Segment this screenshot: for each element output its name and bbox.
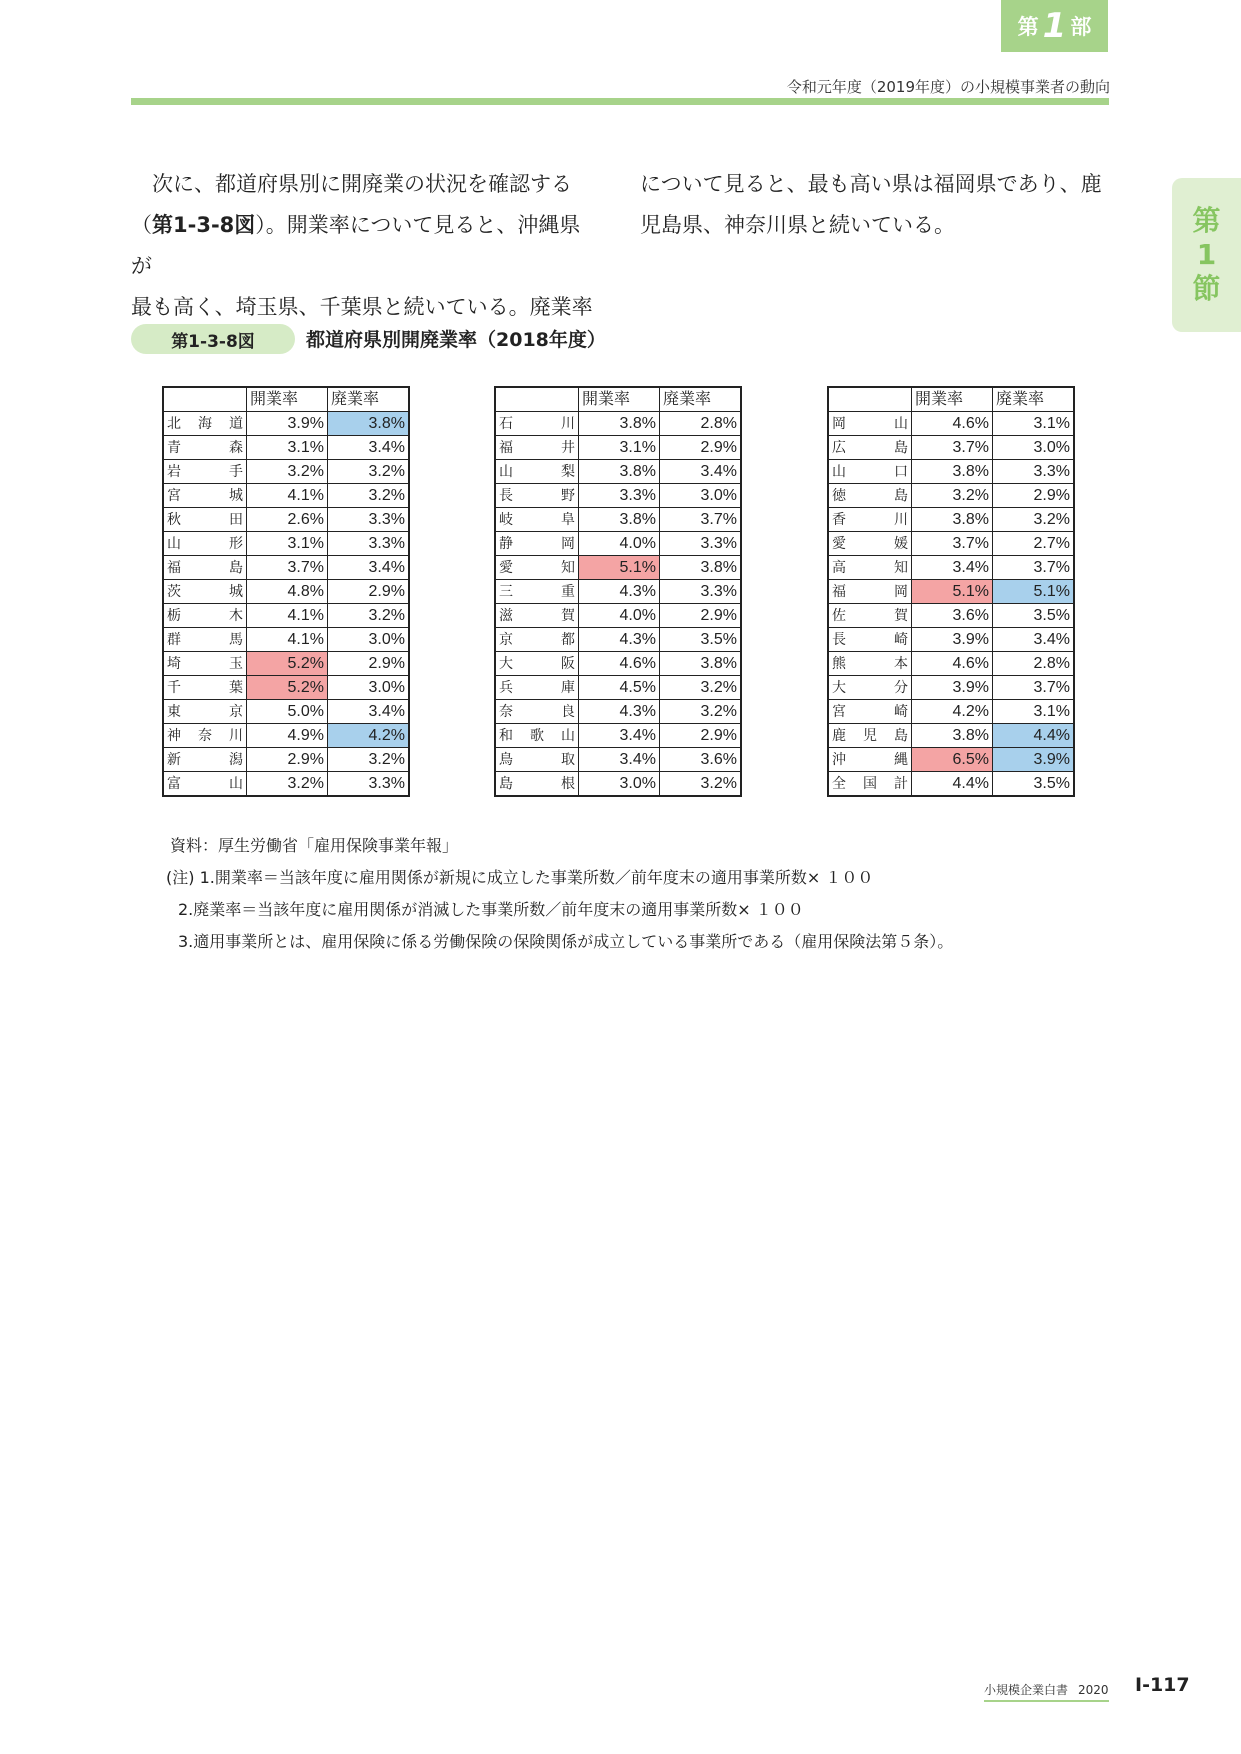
close-rate-cell: 3.2% [328,460,410,484]
open-rate-cell: 3.8% [912,460,993,484]
table-header-row [828,387,1074,412]
open-rate-cell: 4.0% [579,532,660,556]
open-rate-cell: 4.2% [912,700,993,724]
close-rate-cell: 3.4% [328,436,410,460]
table-row [495,508,741,532]
close-rate-cell: 3.1% [993,700,1075,724]
header-open-rate: 開業率 [912,387,993,412]
table-row [828,628,1074,652]
prefecture-name: 千 葉 [163,676,247,700]
table-row [495,484,741,508]
prefecture-name: 鳥 取 [495,748,579,772]
header-open-rate: 開業率 [579,387,660,412]
header-close-rate: 廃業率 [993,387,1075,412]
note-3: 3.適用事業所とは、雇用保険に係る労働保険の保険関係が成立している事業所である（雇用保険法第５条）。 [178,932,954,951]
prefecture-name: 山 形 [163,532,247,556]
table-header-row [495,387,741,412]
table-row [495,724,741,748]
close-rate-cell: 3.7% [660,508,742,532]
open-rate-cell: 4.0% [579,604,660,628]
prefecture-name: 兵 庫 [495,676,579,700]
close-rate-cell: 3.5% [993,604,1075,628]
table-row [828,724,1074,748]
page-number: Ⅰ-117 [1135,1674,1190,1696]
prefecture-name: 埼 玉 [163,652,247,676]
open-rate-cell: 3.3% [579,484,660,508]
open-rate-cell: 3.0% [579,772,660,797]
close-rate-cell: 3.7% [993,556,1075,580]
close-rate-cell: 3.3% [328,508,410,532]
close-rate-cell: 3.3% [660,580,742,604]
table-row [495,676,741,700]
open-rate-cell: 6.5% [912,748,993,772]
prefecture-name: 奈 良 [495,700,579,724]
table-row [163,460,409,484]
body-line: （第1-3-8図）。開業率について見ると、沖縄県が [131,213,581,278]
table-row [828,460,1074,484]
prefecture-name: 岩 手 [163,460,247,484]
open-rate-cell: 4.6% [912,412,993,436]
open-rate-cell: 5.0% [247,700,328,724]
open-rate-cell: 3.4% [579,724,660,748]
prefecture-name: 神 奈 川 [163,724,247,748]
prefecture-name: 和 歌 山 [495,724,579,748]
table-row [828,772,1074,797]
close-rate-cell: 3.0% [993,436,1075,460]
open-rate-cell: 4.1% [247,628,328,652]
note-1: (注) 1.開業率＝当該年度に雇用関係が新規に成立した事業所数／前年度末の適用事業所数× １００ [166,868,874,887]
prefecture-name: 佐 賀 [828,604,912,628]
close-rate-cell: 2.8% [993,652,1075,676]
part-number: 1 [1042,6,1067,46]
prefecture-name: 宮 城 [163,484,247,508]
close-rate-cell: 3.9% [993,748,1075,772]
prefecture-name: 栃 木 [163,604,247,628]
close-rate-cell: 2.9% [660,724,742,748]
footer-year: 2020 [1078,1683,1109,1697]
body-line: 最も高く、埼玉県、千葉県と続いている。廃業率 [131,295,593,319]
table-row [828,412,1074,436]
table-row [495,580,741,604]
open-rate-cell: 3.1% [247,436,328,460]
table-row [163,628,409,652]
figure-label: 第1-3-8図 [131,324,295,354]
table-row [828,604,1074,628]
section-tab-char: 第 [1192,204,1221,237]
open-rate-cell: 4.6% [912,652,993,676]
open-rate-cell: 3.7% [247,556,328,580]
header-blank [495,387,579,412]
table-row [828,580,1074,604]
prefecture-name: 三 重 [495,580,579,604]
close-rate-cell: 3.4% [993,628,1075,652]
close-rate-cell: 3.0% [328,676,410,700]
header-close-rate: 廃業率 [660,387,742,412]
open-rate-cell: 4.8% [247,580,328,604]
body-column-2 [640,164,1110,246]
open-rate-cell: 4.3% [579,628,660,652]
footer-book: 小規模企業白書 [984,1683,1069,1697]
prefecture-name: 茨 城 [163,580,247,604]
close-rate-cell: 3.0% [328,628,410,652]
open-rate-cell: 5.1% [579,556,660,580]
body-column-1 [131,164,601,328]
open-rate-cell: 3.4% [912,556,993,580]
part-dai: 第 [1017,15,1039,39]
table-row [163,724,409,748]
open-rate-cell: 3.4% [579,748,660,772]
note-2: 2.廃業率＝当該年度に雇用関係が消滅した事業所数／前年度末の適用事業所数× １００ [178,900,804,919]
close-rate-cell: 3.4% [328,700,410,724]
table-row [828,436,1074,460]
prefecture-name: 広 島 [828,436,912,460]
open-rate-cell: 4.3% [579,700,660,724]
prefecture-name: 福 井 [495,436,579,460]
prefecture-name: 東 京 [163,700,247,724]
table-row [495,700,741,724]
open-rate-cell: 4.1% [247,484,328,508]
close-rate-cell: 4.2% [328,724,410,748]
prefecture-name: 沖 縄 [828,748,912,772]
prefecture-name: 岐 阜 [495,508,579,532]
prefecture-name: 長 野 [495,484,579,508]
close-rate-cell: 2.7% [993,532,1075,556]
body-line: について見ると、最も高い県は福岡県であり、鹿 [640,172,1102,196]
open-rate-cell: 3.9% [247,412,328,436]
prefecture-name: 大 阪 [495,652,579,676]
table-row [495,772,741,797]
table-row [163,772,409,797]
prefecture-name: 熊 本 [828,652,912,676]
prefecture-name: 福 岡 [828,580,912,604]
table-row [828,700,1074,724]
section-tab-char: 節 [1192,272,1221,305]
rate-table-3 [827,386,1075,797]
close-rate-cell: 3.2% [328,604,410,628]
table-row [828,484,1074,508]
table-row [495,628,741,652]
close-rate-cell: 3.2% [660,700,742,724]
table-row [163,700,409,724]
section-tab-char: 1 [1196,238,1217,271]
open-rate-cell: 3.1% [247,532,328,556]
table-row [828,532,1074,556]
open-rate-cell: 4.5% [579,676,660,700]
open-rate-cell: 4.6% [579,652,660,676]
table-row [163,652,409,676]
header-close-rate: 廃業率 [328,387,410,412]
prefecture-name: 石 川 [495,412,579,436]
table-row [163,508,409,532]
close-rate-cell: 3.3% [993,460,1075,484]
prefecture-name: 青 森 [163,436,247,460]
open-rate-cell: 2.9% [247,748,328,772]
header-blank [163,387,247,412]
table-row [163,748,409,772]
close-rate-cell: 2.9% [993,484,1075,508]
close-rate-cell: 3.2% [660,676,742,700]
table-row [495,532,741,556]
open-rate-cell: 3.7% [912,532,993,556]
prefecture-name: 富 山 [163,772,247,797]
open-rate-cell: 5.2% [247,676,328,700]
prefecture-name: 新 潟 [163,748,247,772]
open-rate-cell: 3.6% [912,604,993,628]
body-line: 次に、都道府県別に開廃業の状況を確認する [152,172,572,196]
close-rate-cell: 3.2% [328,748,410,772]
open-rate-cell: 4.9% [247,724,328,748]
open-rate-cell: 3.8% [912,508,993,532]
table-row [495,460,741,484]
open-rate-cell: 3.8% [579,412,660,436]
table-row [495,748,741,772]
note-source: 資料：厚生労働省「雇用保険事業年報」 [170,836,459,855]
prefecture-name: 北 海 道 [163,412,247,436]
table-row [828,652,1074,676]
table-row [163,484,409,508]
prefecture-name: 福 島 [163,556,247,580]
body-line: 児島県、神奈川県と続いている。 [640,213,955,237]
table-row [163,580,409,604]
close-rate-cell: 2.9% [660,604,742,628]
open-rate-cell: 3.2% [912,484,993,508]
header-rule [131,98,1109,105]
prefecture-name: 長 崎 [828,628,912,652]
prefecture-name: 山 口 [828,460,912,484]
close-rate-cell: 3.0% [660,484,742,508]
open-rate-cell: 3.9% [912,628,993,652]
open-rate-cell: 3.8% [579,508,660,532]
prefecture-name: 鹿 児 島 [828,724,912,748]
header-open-rate: 開業率 [247,387,328,412]
prefecture-name: 大 分 [828,676,912,700]
rate-table-2 [494,386,742,797]
table-row [495,652,741,676]
close-rate-cell: 3.8% [660,652,742,676]
prefecture-name: 宮 崎 [828,700,912,724]
prefecture-name: 岡 山 [828,412,912,436]
open-rate-cell: 2.6% [247,508,328,532]
table-row [495,436,741,460]
prefecture-name: 京 都 [495,628,579,652]
close-rate-cell: 3.7% [993,676,1075,700]
figure-title: 都道府県別開廃業率（2018年度） [306,329,606,351]
prefecture-name: 群 馬 [163,628,247,652]
close-rate-cell: 3.2% [660,772,742,797]
part-tab [1001,0,1108,52]
footer-book-title [984,1681,1109,1702]
prefecture-name: 香 川 [828,508,912,532]
prefecture-name: 島 根 [495,772,579,797]
open-rate-cell: 3.2% [247,772,328,797]
table-row [163,556,409,580]
table-row [163,436,409,460]
open-rate-cell: 3.9% [912,676,993,700]
open-rate-cell: 4.3% [579,580,660,604]
close-rate-cell: 3.8% [660,556,742,580]
open-rate-cell: 4.1% [247,604,328,628]
rate-table-1 [162,386,410,797]
prefecture-name: 静 岡 [495,532,579,556]
close-rate-cell: 3.1% [993,412,1075,436]
header-subtitle: 令和元年度（2019年度）の小規模事業者の動向 [786,78,1110,96]
table-row [828,556,1074,580]
prefecture-name: 高 知 [828,556,912,580]
close-rate-cell: 2.9% [328,580,410,604]
table-row [828,676,1074,700]
prefecture-name: 愛 媛 [828,532,912,556]
close-rate-cell: 3.6% [660,748,742,772]
open-rate-cell: 3.8% [579,460,660,484]
close-rate-cell: 2.9% [328,652,410,676]
prefecture-name: 愛 知 [495,556,579,580]
part-bu: 部 [1070,15,1092,39]
close-rate-cell: 3.2% [328,484,410,508]
open-rate-cell: 3.1% [579,436,660,460]
table-row [495,412,741,436]
prefecture-name: 滋 賀 [495,604,579,628]
table-row [163,676,409,700]
close-rate-cell: 3.4% [660,460,742,484]
table-header-row [163,387,409,412]
open-rate-cell: 5.1% [912,580,993,604]
notes [166,830,954,958]
close-rate-cell: 4.4% [993,724,1075,748]
table-row [163,532,409,556]
table-row [828,508,1074,532]
prefecture-name: 徳 島 [828,484,912,508]
close-rate-cell: 3.8% [328,412,410,436]
close-rate-cell: 3.3% [660,532,742,556]
table-row [828,748,1074,772]
close-rate-cell: 5.1% [993,580,1075,604]
close-rate-cell: 2.9% [660,436,742,460]
table-row [495,556,741,580]
open-rate-cell: 5.2% [247,652,328,676]
table-row [495,604,741,628]
close-rate-cell: 3.2% [993,508,1075,532]
table-row [163,604,409,628]
open-rate-cell: 3.8% [912,724,993,748]
table-row [163,412,409,436]
open-rate-cell: 3.2% [247,460,328,484]
open-rate-cell: 4.4% [912,772,993,797]
close-rate-cell: 3.4% [328,556,410,580]
close-rate-cell: 3.3% [328,532,410,556]
close-rate-cell: 3.5% [660,628,742,652]
close-rate-cell: 3.5% [993,772,1075,797]
header-blank [828,387,912,412]
section-tab [1172,178,1241,332]
close-rate-cell: 3.3% [328,772,410,797]
close-rate-cell: 2.8% [660,412,742,436]
figure-ref: 第1-3-8図 [152,213,256,237]
open-rate-cell: 3.7% [912,436,993,460]
prefecture-name: 全 国 計 [828,772,912,797]
prefecture-name: 山 梨 [495,460,579,484]
prefecture-name: 秋 田 [163,508,247,532]
